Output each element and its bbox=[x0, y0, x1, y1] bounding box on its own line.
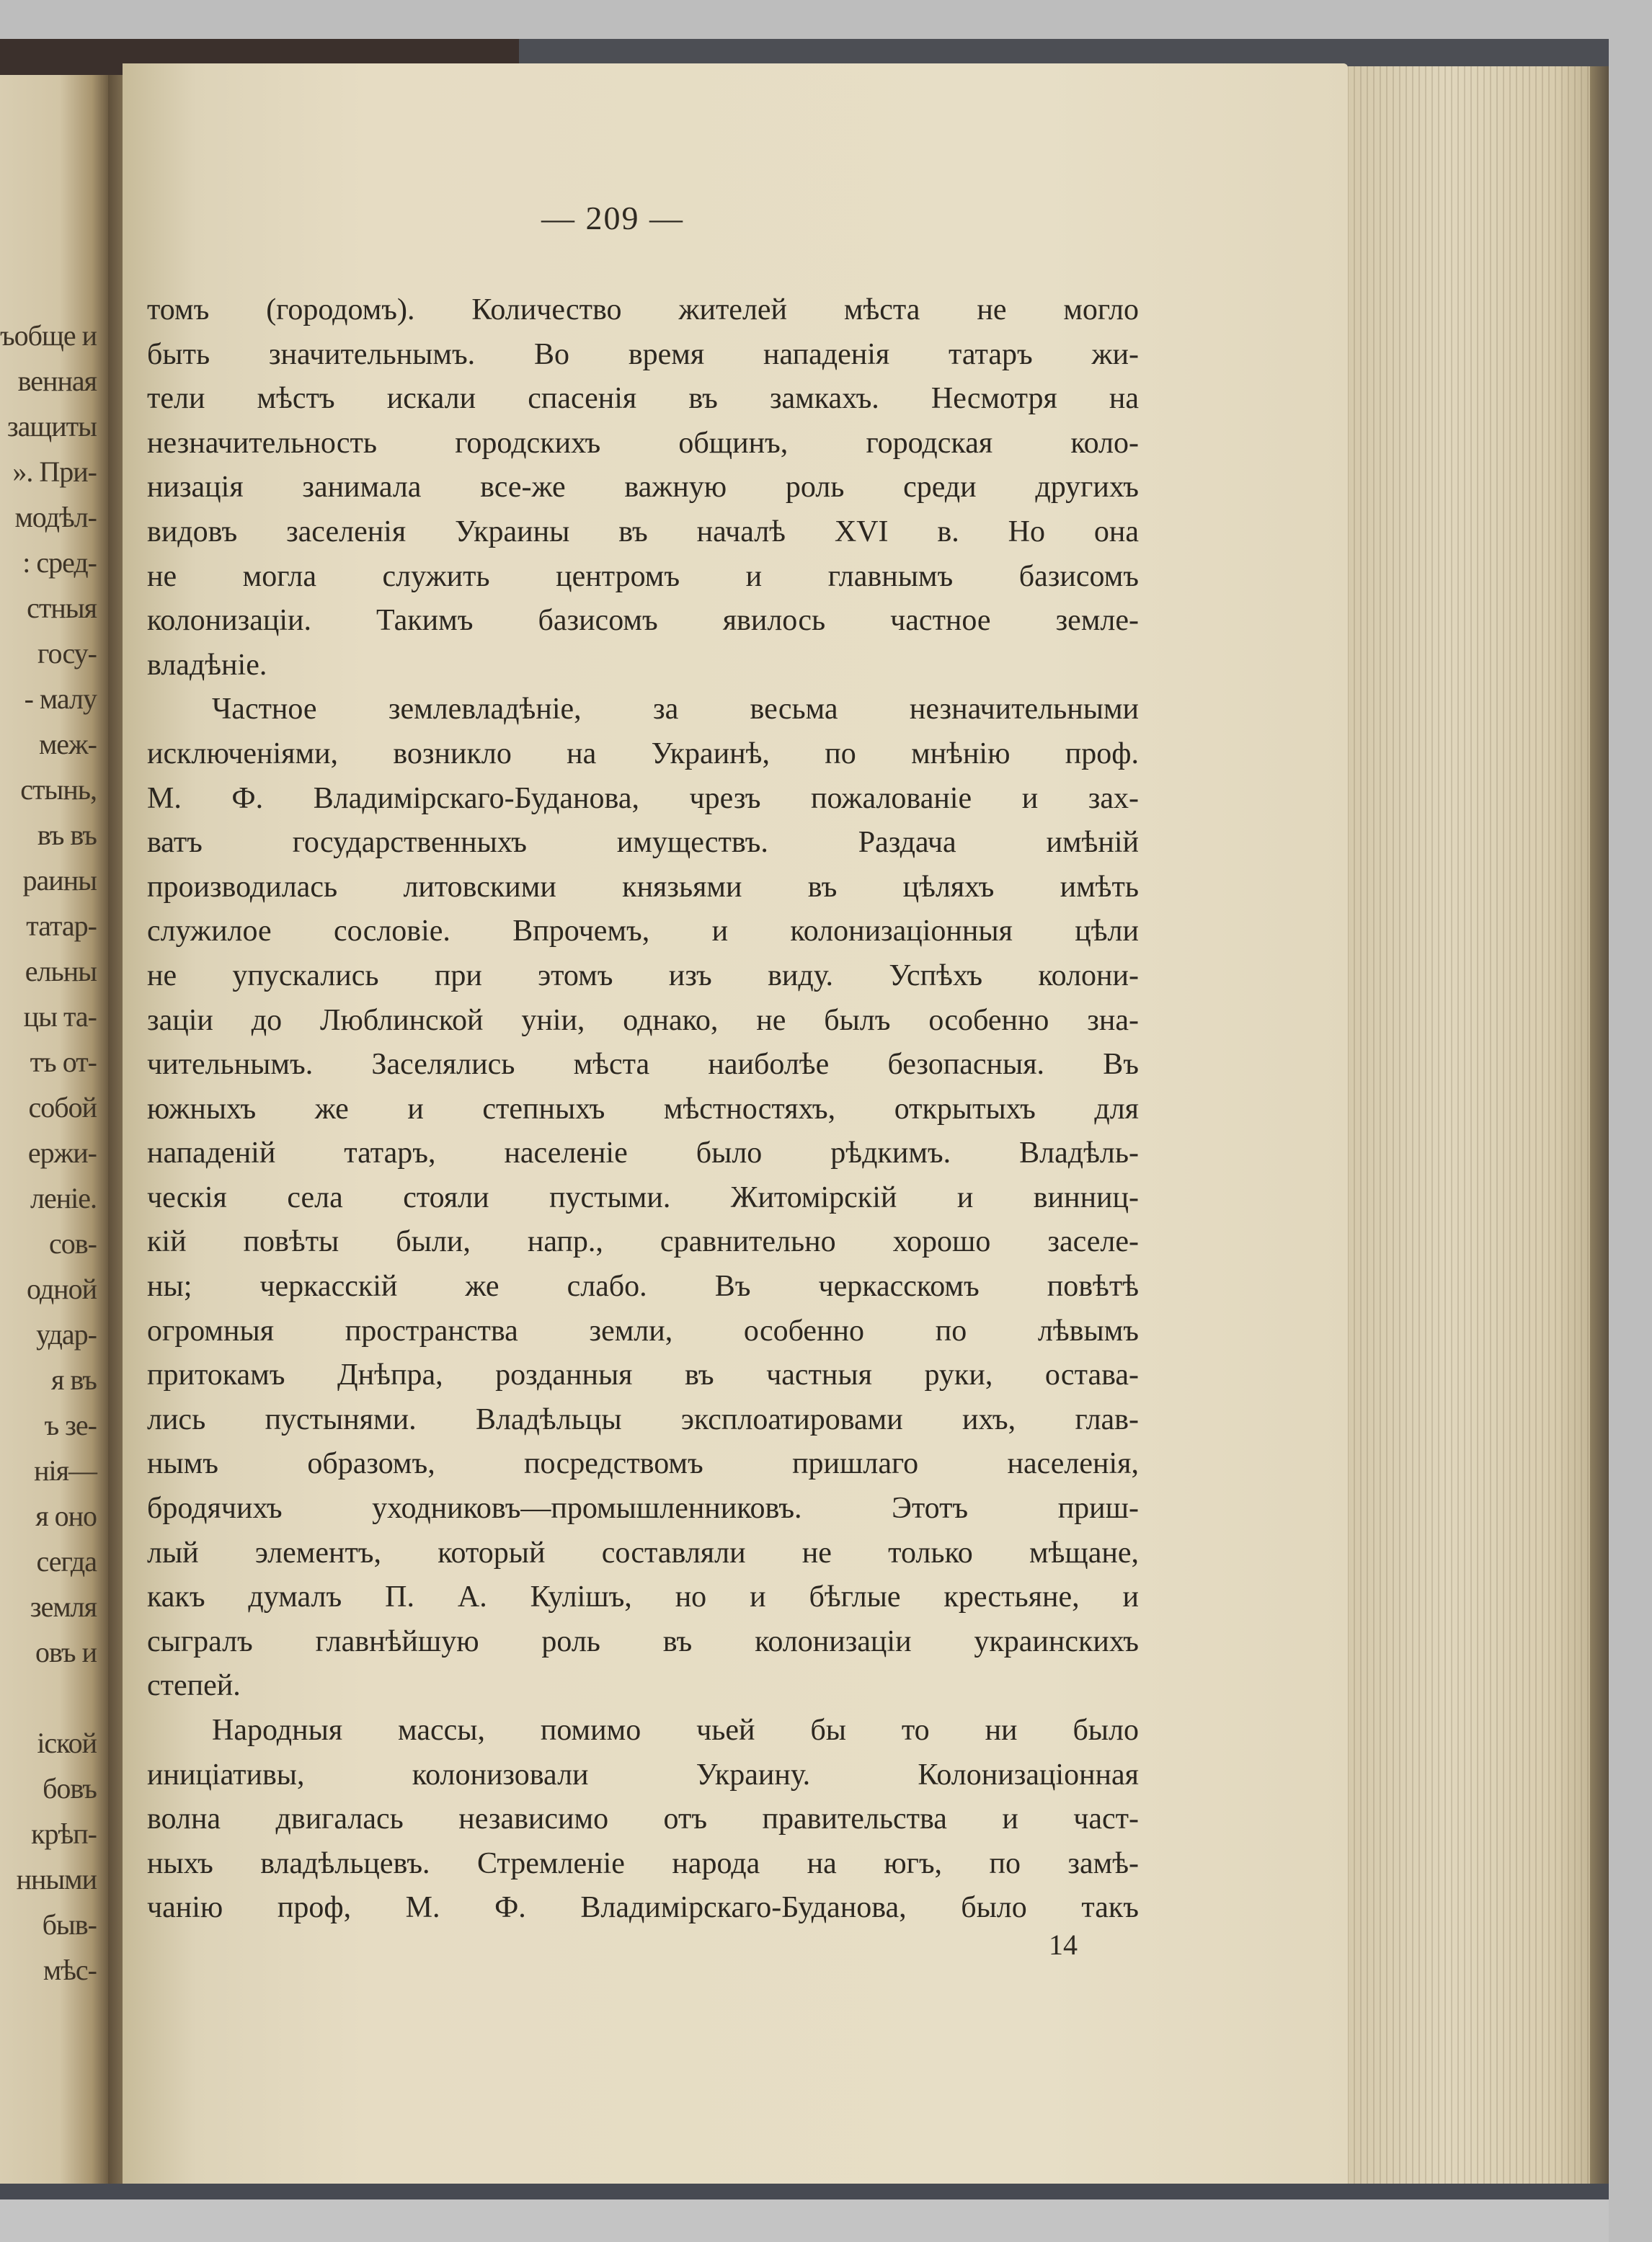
left-page-line: овъ и bbox=[35, 1636, 97, 1668]
page-number: — 209 — bbox=[541, 200, 684, 236]
left-page-line bbox=[0, 1675, 97, 1720]
text-line: чительнымъ. Заселялись мѣста наиболѣе безопасныя. Въ bbox=[147, 1048, 1139, 1082]
left-page-line: ъобще и bbox=[0, 319, 97, 352]
left-page-line: госу- bbox=[37, 637, 97, 670]
left-page-line: раины bbox=[22, 864, 97, 897]
left-page-line: быв- bbox=[42, 1908, 97, 1941]
text-line: лись пустынями. Владѣльцы эксплоатировами ихъ, глав- bbox=[147, 1402, 1139, 1436]
text-line: ны; черкасскій же слабо. Въ черкасскомъ повѣтѣ bbox=[147, 1270, 1139, 1304]
text-line: заціи до Люблинской уніи, однако, не былъ особенно зна- bbox=[147, 1003, 1139, 1037]
left-page-line: - малу bbox=[24, 682, 97, 715]
left-page-line: крѣп- bbox=[31, 1818, 97, 1850]
text-line: нымъ образомъ, посредствомъ пришлаго населенія, bbox=[147, 1447, 1139, 1481]
scan-border-bottom bbox=[0, 2199, 1609, 2242]
text-line: лый элементъ, который составляли не только мѣщане, bbox=[147, 1536, 1139, 1570]
left-page-line: нными bbox=[16, 1863, 97, 1895]
scan-border-top bbox=[0, 0, 1652, 39]
text-line: не могла служить центромъ и главнымъ базисомъ bbox=[147, 559, 1139, 593]
left-page-line: ъ зе- bbox=[44, 1409, 97, 1441]
body-text bbox=[147, 288, 1139, 1931]
text-line: низація занимала все-же важную роль среди другихъ bbox=[147, 471, 1139, 504]
left-page-line: меж- bbox=[38, 728, 97, 760]
text-line: производилась литовскими князьями въ цѣляхъ имѣть bbox=[147, 870, 1139, 904]
left-page-line: стынь, bbox=[20, 773, 97, 806]
text-line: тели мѣстъ искали спасенія въ замкахъ. Несмотря на bbox=[147, 382, 1139, 416]
left-page-line: цы та- bbox=[23, 1000, 97, 1033]
left-page-line: модѣл- bbox=[14, 501, 97, 533]
text-line: сыгралъ главнѣйшую роль въ колонизаціи украинскихъ bbox=[147, 1624, 1139, 1658]
left-page-line: : сред- bbox=[22, 546, 97, 579]
left-page-line: ержи- bbox=[27, 1136, 97, 1169]
left-page-line: одной bbox=[26, 1273, 97, 1305]
left-page-text bbox=[0, 313, 97, 1993]
left-page-line: ельны bbox=[25, 955, 97, 987]
text-line: огромныя пространства земли, особенно по лѣвымъ bbox=[147, 1314, 1139, 1348]
text-line: М. Ф. Владимірскаго-Буданова, чрезъ пожалованіе и зах- bbox=[147, 781, 1139, 815]
text-line: ческія села стояли пустыми. Житомірскій и винниц- bbox=[147, 1180, 1139, 1214]
left-page-line: нія— bbox=[34, 1454, 97, 1487]
text-line: притокамъ Днѣпра, розданныя въ частныя руки, остава- bbox=[147, 1358, 1139, 1392]
left-page-line: удар- bbox=[36, 1318, 97, 1351]
text-line: колонизаціи. Такимъ базисомъ явилось частное земле- bbox=[147, 604, 1139, 638]
text-line: чанію проф, М. Ф. Владимірскаго-Буданова, было такъ bbox=[147, 1891, 1139, 1925]
left-page-line: татар- bbox=[26, 909, 97, 942]
text-line: быть значительнымъ. Во время нападенія татаръ жи- bbox=[147, 337, 1139, 371]
left-page-line: бовъ bbox=[43, 1772, 97, 1805]
left-page-line: леніе. bbox=[30, 1182, 97, 1214]
left-page-line: тъ от- bbox=[30, 1046, 97, 1078]
left-page bbox=[0, 75, 108, 2184]
left-page-line: сегда bbox=[36, 1545, 97, 1578]
left-page-line: мѣс- bbox=[43, 1954, 97, 1986]
left-page-line: въ въ bbox=[37, 819, 97, 851]
text-line: кій повѣты были, напр., сравнительно хорошо заселе- bbox=[147, 1225, 1139, 1259]
left-page-line: ». При- bbox=[12, 455, 97, 488]
text-line: иниціативы, колонизовали Украину. Колонизаціонная bbox=[147, 1758, 1139, 1792]
text-line: ныхъ владѣльцевъ. Стремленіе народа на югъ, по замѣ- bbox=[147, 1846, 1139, 1880]
text-line: исключеніями, возникло на Украинѣ, по мнѣнію проф. bbox=[147, 737, 1139, 770]
text-line: какъ думалъ П. А. Кулішъ, но и бѣглые крестьяне, и bbox=[147, 1580, 1139, 1614]
text-line: владѣніе. bbox=[147, 648, 267, 682]
page-stack-edge bbox=[1341, 66, 1609, 2184]
text-line: ватъ государственныхъ имуществъ. Раздача имѣній bbox=[147, 826, 1139, 860]
text-line: служилое сословіе. Впрочемъ, и колонизаціонныя цѣли bbox=[147, 915, 1139, 948]
left-page-line: земля bbox=[30, 1591, 97, 1623]
text-line: южныхъ же и степныхъ мѣстностяхъ, открытыхъ для bbox=[147, 1092, 1139, 1126]
text-line: Народныя массы, помимо чьей бы то ни было bbox=[212, 1714, 1139, 1747]
text-line: томъ (городомъ). Количество жителей мѣста не могло bbox=[147, 293, 1139, 326]
text-line: не упускались при этомъ изъ виду. Успѣхъ колони- bbox=[147, 958, 1139, 992]
left-page-line: я въ bbox=[51, 1364, 97, 1396]
text-line: степей. bbox=[147, 1669, 241, 1703]
scan-border-right bbox=[1609, 0, 1652, 2242]
left-page-line: іской bbox=[37, 1727, 97, 1759]
left-page-line: венная bbox=[17, 365, 97, 397]
left-page-line: собой bbox=[28, 1091, 97, 1124]
left-page-line: стныя bbox=[27, 592, 97, 624]
left-page-line: я оно bbox=[35, 1500, 97, 1532]
text-line: Частное землевладѣніе, за весьма незначительными bbox=[212, 693, 1139, 726]
text-line: незначительность городскихъ общинъ, городская коло- bbox=[147, 426, 1139, 460]
text-line: нападеній татаръ, населеніе было рѣдкимъ. Владѣль- bbox=[147, 1136, 1139, 1170]
scan-background-bottom bbox=[0, 2184, 1609, 2199]
signature-mark: 14 bbox=[1049, 1929, 1078, 1961]
left-page-line: защиты bbox=[6, 410, 97, 442]
left-page-line: сов- bbox=[49, 1227, 97, 1260]
text-line: видовъ заселенія Украины въ началѣ XVI в. Но она bbox=[147, 515, 1139, 548]
text-line: бродячихъ уходниковъ—промышленниковъ. Этотъ приш- bbox=[147, 1492, 1139, 1526]
text-line: волна двигалась независимо отъ правительства и част- bbox=[147, 1802, 1139, 1836]
